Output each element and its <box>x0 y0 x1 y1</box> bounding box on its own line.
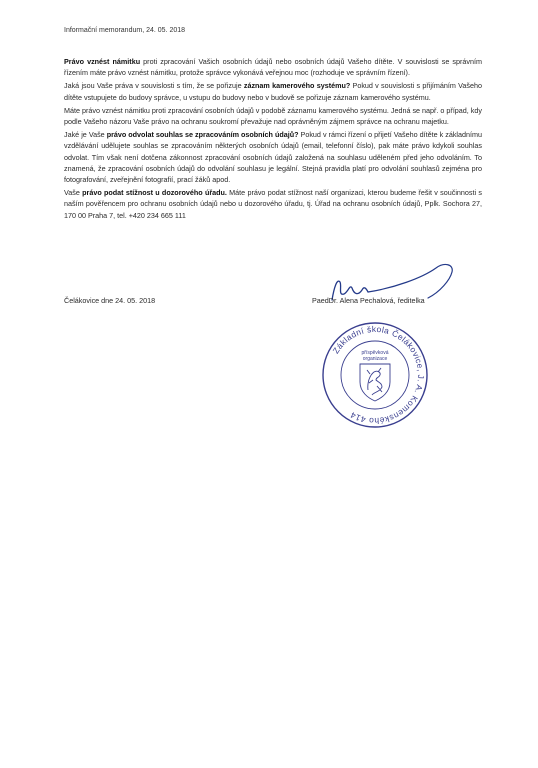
paragraph-consent-heading: právo odvolat souhlas se zpracováním osobních údajů? <box>106 130 299 140</box>
stamp-inner-line2: organizace <box>362 356 388 362</box>
paragraph-objection <box>64 56 482 78</box>
paragraph-complaint-text: Máte právo podat stížnost naší organizaci, kterou budeme řešit v součinnosti s naším pověřencem pro ochranu osobních údajů nebo u dozorového úřadu, tj. Úřad na ochranu osobních údajů, Pplk. Sochora 27, 170 00 Praha 7, tel. +420 234 665 111 <box>64 188 482 220</box>
paragraph-camera-objection-text: Máte právo vznést námitku proti zpracování osobních údajů v podobě záznamu kamerového systému. Jedná se např. o případ, kdy podle Vašeho názoru Vaše právo na ochranu soukromí převažuje nad oprávněným zájmem správce na ochranu majetku. <box>64 105 482 127</box>
signature-date: Čelákovice dne 24. 05. 2018 <box>64 296 156 305</box>
paragraph-consent-text: Pokud v rámci řízení o přijetí Vašeho dítěte k základnímu vzdělávání udělujete souhlas se zpracováním některých osobních údajů (email, telefonní číslo), pak máte právo kdykoli souhlas odvolat. Tím však není dotčena zákonnost zpracování osobních údajů založená na souhlasu uděleném před jeho odvoláním. To znamená, že zpracování osobních údajů do odvolání souhlasu je legální. Stejná pravidla platí pro odvolání souhlasů zejména pro fotografování, zveřejnění fotografií, prací žáků apod. <box>64 130 482 185</box>
paragraph-consent-intro: Jaké je Vaše <box>64 130 107 140</box>
stamp-inner-line1: příspěvková <box>361 350 389 356</box>
school-stamp <box>320 320 430 430</box>
document-header: Informační memorandum, 24. 05. 2018 <box>64 27 186 34</box>
paragraph-camera <box>64 80 482 102</box>
paragraph-camera-objection <box>64 105 482 127</box>
document-body <box>64 56 482 223</box>
paragraph-complaint-intro: Vaše <box>64 188 83 198</box>
signer-name: PaedDr. Alena Pechalová, ředitelka <box>312 296 425 305</box>
paragraph-complaint <box>64 187 482 221</box>
stamp-outer-text: Základní škola Čelákovice, J. A. Komenského 414 <box>330 323 427 427</box>
paragraph-objection-text: proti zpracování Vašich osobních údajů nebo osobních údajů Vašeho dítěte. V souvislosti se správním řízením máte právo vznést námitku, protože správce vykonává veřejnou moc (rozhoduje ve správním řízení). <box>64 57 482 78</box>
paragraph-complaint-heading: právo podat stížnost u dozorového úřadu. <box>82 188 227 198</box>
paragraph-camera-intro: Jaká jsou Vaše práva v souvislosti s tím, že se pořizuje <box>64 81 244 91</box>
svg-text:Základní škola Čelákovice, J. <box>330 324 426 426</box>
paragraph-camera-text: Pokud v souvislosti s přijímáním Vašeho dítěte vstupujete do budovy správce, u vstupu do budovy nebo v budově se pořizuje záznam kamerového systému. <box>64 81 483 102</box>
paragraph-consent <box>64 129 482 185</box>
paragraph-objection-heading: Právo vznést námitku <box>64 57 141 66</box>
paragraph-camera-heading: záznam kamerového systému? <box>243 81 351 91</box>
coat-of-arms-icon <box>360 364 390 401</box>
